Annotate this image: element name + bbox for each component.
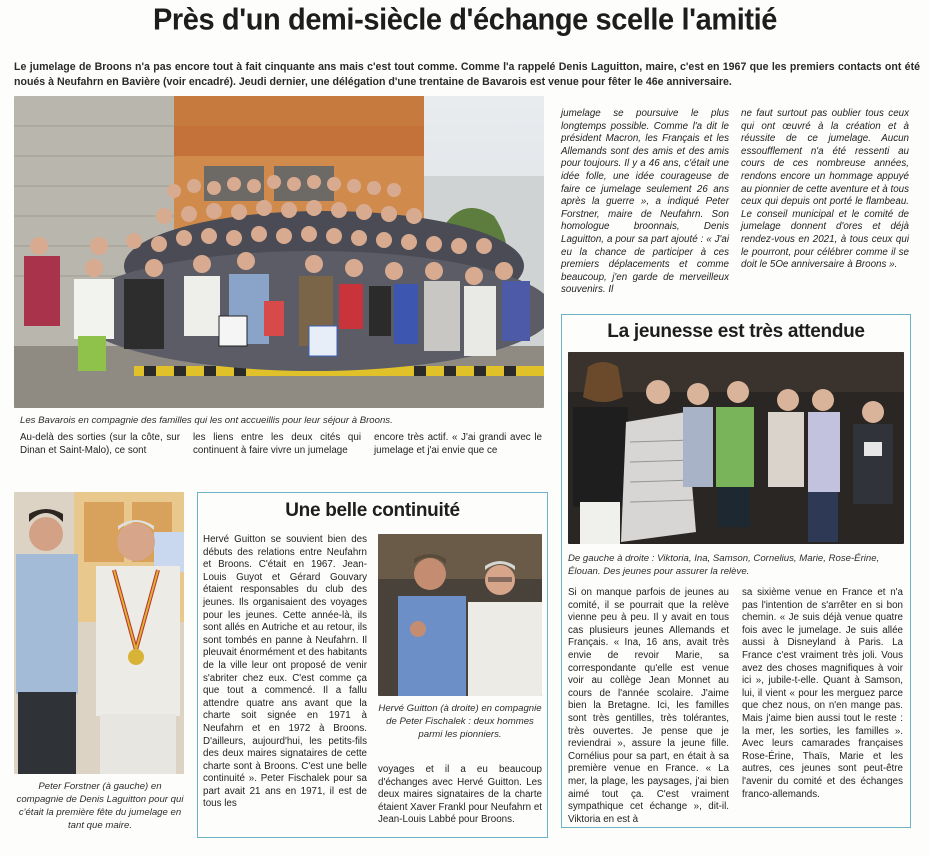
jeunesse-title: La jeunesse est très attendue: [607, 321, 865, 342]
main-column-1: Au-delà des sorties (sur la côte, sur Dinan et Saint-Malo), ce sont: [20, 432, 180, 456]
main-column-2: les liens entre les deux cités qui continuent à faire vivre un jumelage: [193, 432, 361, 456]
jeunesse-column-2: sa sixième venue en France et n'a pas l'intention de s'arrêter en si bon chemin. « Je suis déjà venue quatre fois avec le jumelage. Je suis allée aussi à Disneyland à Paris. La France c'est vraiment très joli. Vous avez des choses magnifiques à voir ici », jubile-t-elle. Quant à Samson, lui, il vient « pour les merguez parce que chez nous, on n'en mange pas. Mais j'aime bien aussi tout le reste : la mer, les sorties, les familles ». Avec leurs camarades françaises Rose-Érine, Thaïs, Marie et les autres, ces jeunes sont peut-être l'avenir du comité et des échanges franco-allemands.: [742, 587, 903, 800]
continuite-column-2: voyages et il a eu beaucoup d'échanges avec Hervé Guitton. Les deux maires signataires de la charte étaient Xaver Frankl pour Neufahrn et Jean-Louis Labbé pour Broons.: [378, 764, 542, 826]
pioneers-photo-caption: Hervé Guitton (à droite) en compagnie de Peter Fischalek : deux hommes parmi les pionniers.: [378, 703, 542, 740]
right-column-2: ne faut surtout pas oublier tous ceux qui ont œuvré à la création et à réussite de ce jumelage. Aucun essoufflement n'a été ressenti au cours de ces nombreuse années, rendons encore un hommage appuyé au pionnier de cette aventure et à tous ceux qui depuis ont porté le flambeau. Le conseil municipal et le comité de jumelage donnent d'ores et déjà rendez-vous en 2021, à tous ceux qui le pourront, pour célébrer comme il se doit le 5Oe anniversaire à Broons ».: [741, 108, 909, 271]
group-photo-caption: Les Bavarois en compagnie des familles qui les ont accueillis pour leur séjour à Broons.: [20, 415, 393, 426]
mayors-photo-caption: Peter Forstner (à gauche) en compagnie de Denis Laguitton pour qui c'était la première fête du jumelage en tant que maire.: [16, 781, 184, 831]
youth-photo-caption: De gauche à droite : Viktoria, Ina, Samson, Cornelius, Marie, Rose-Érine, Élouan. Des jeunes pour assurer la relève.: [568, 553, 880, 577]
headline: Près d'un demi-siècle d'échange scelle l'amitié: [152, 3, 778, 37]
right-column-1: jumelage se poursuive le plus longtemps possible. Comme l'a dit le président Macron, les Français et les Allemands sont des amis et des amis pour toujours. Il y a 46 ans, c'était une idée folle, une idée courageuse de faire ce jumelage seulement 26 ans après la guerre », a indiqué Peter Forstner, maire de Neufahrn. Son homologue broonnais, Denis Laguitton, a pour sa part ajouté : « J'ai eu la chance de participer à ces premiers déplacements et comme beaucoup, j'en garde de merveilleux souvenirs. Il: [561, 108, 729, 296]
chapeau: Le jumelage de Broons n'a pas encore tout à fait cinquante ans mais c'est tout comme. Comme l'a rappelé Denis Laguitton, maire, c'est en 1967 que les premiers contacts ont été noués à Neufahrn en Bavière (voir encadré). Jeudi dernier, une délégation d'une trentaine de Bavarois est venue pour fêter le 46e anniversaire.: [14, 61, 920, 88]
group-photo: [14, 96, 544, 408]
pioneers-photo: [378, 534, 542, 696]
jeunesse-column-1: Si on manque parfois de jeunes au comité, il se pourrait que la relève vienne peu à peu. Il y avait en tous cas plusieurs jeunes Allemands et Français. « Ina, 16 ans, avait très envie de revoir Marie, sa correspondante qu'elle est venue voir au collège Jean Monnet au cours de l'année scolaire. J'aime bien la Bretagne. Ici, les familles sont très gentilles, très tolérantes, très ouvertes. Je pense que je reviendrai », assure la jeune fille. Cornélius pour sa part, en était à sa première venue en France. « La mer, la plage, les paysages, j'ai bien aimé tout ça. C'est vraiment sympathique cet échange », dit-il. Viktoria en est à: [568, 587, 729, 825]
continuite-title: Une belle continuité: [285, 500, 460, 521]
mayors-photo: [14, 492, 184, 774]
main-column-3: encore très actif. « J'ai grandi avec le jumelage et j'ai envie que ce: [374, 432, 542, 456]
youth-photo: [568, 352, 904, 544]
continuite-column-1: Hervé Guitton se souvient bien des débuts des relations entre Neufahrn et Broons. C'était en 1967. Jean-Louis Guyot et Gérard Gouvary étaient responsables du club des jeunes. Ils organisaient des voyages pour les jeunes. Cette année-là, ils sont allés en Autriche et au retour, ils sont tombés en panne à Neufahrn. Il pleuvait énormément et des habitants de la ville leur ont proposé de venir s'abriter chez eux. C'est comme ça que tout a commencé. Il a fallu attendre quatre ans avant que la charte soit signée en 1971 à Neufahrn et en 1972 à Broons. D'ailleurs, aujourd'hui, les petits-fils des deux maires signataires de cette charte sont à Broons. C'est une belle continuité ». Peter Fischalek pour sa part avait 21 ans en 1971, il est de tous les: [203, 534, 367, 810]
